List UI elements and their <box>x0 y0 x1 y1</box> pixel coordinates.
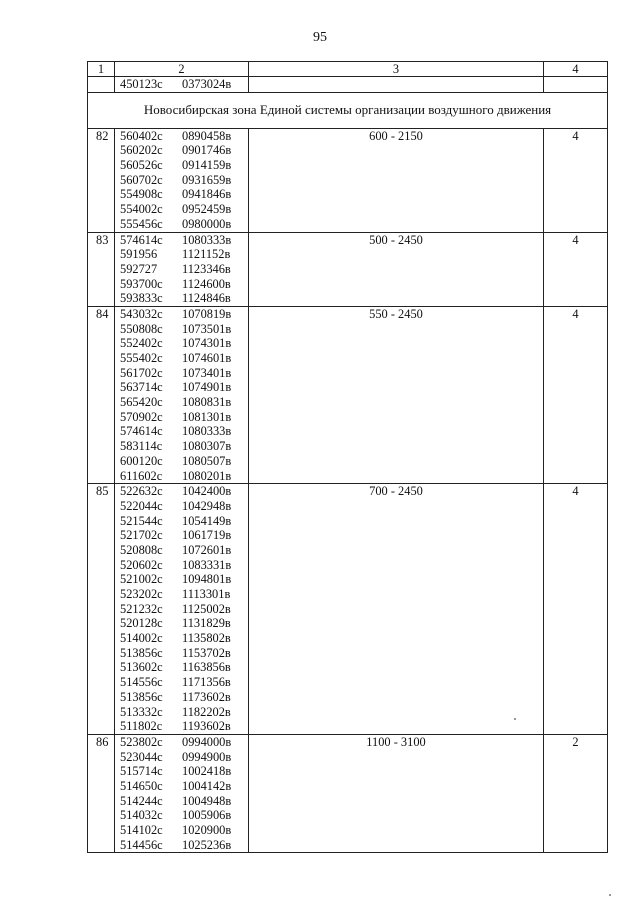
zone-coordinates <box>115 484 249 735</box>
longitude: 1080831в <box>182 395 232 410</box>
longitude: 1081301в <box>182 409 232 424</box>
coordinate-pair <box>115 675 248 690</box>
longitude: 1083331в <box>182 557 232 572</box>
latitude: 611602с <box>120 468 163 483</box>
longitude: 0914159в <box>182 158 232 173</box>
latitude: 560402с <box>120 128 163 143</box>
airspace-zone-table <box>87 61 608 853</box>
longitude: 0994900в <box>182 749 232 764</box>
scan-speck <box>514 718 516 720</box>
latitude: 550808с <box>120 321 163 336</box>
longitude: 1004142в <box>182 778 232 793</box>
longitude: 1171356в <box>182 675 231 690</box>
coordinate-pair <box>115 602 248 617</box>
longitude: 0373024в <box>182 77 232 91</box>
coordinate-pair <box>115 454 248 469</box>
coordinate-pair <box>115 277 248 292</box>
latitude: 591956 <box>120 247 158 262</box>
coordinate-pair <box>115 838 248 853</box>
longitude: 1131829в <box>182 616 231 631</box>
coordinate-pair <box>115 558 248 573</box>
coordinate-pair <box>115 291 248 306</box>
latitude: 522044с <box>120 498 163 513</box>
zone-class: 4 <box>544 306 608 483</box>
latitude: 593833с <box>120 291 163 306</box>
longitude: 1025236в <box>182 837 232 852</box>
continuation-class-cell <box>544 77 608 93</box>
coordinate-pair <box>115 158 248 173</box>
longitude: 1054149в <box>182 513 232 528</box>
latitude: 560202с <box>120 143 163 158</box>
zone-coordinates <box>115 306 249 483</box>
coordinate-pair <box>115 217 248 232</box>
coordinate-pair <box>115 380 248 395</box>
latitude: 515714с <box>120 764 163 779</box>
scan-speck <box>609 894 611 896</box>
longitude: 1073501в <box>182 321 232 336</box>
latitude: 593700с <box>120 276 163 291</box>
zone-coordinates <box>115 734 249 853</box>
coordinate-pair <box>115 439 248 454</box>
coordinate-pair <box>115 543 248 558</box>
longitude: 1074601в <box>182 351 232 365</box>
coordinate-pair <box>115 514 248 529</box>
latitude: 521002с <box>120 572 163 587</box>
latitude: 543032с <box>120 306 163 321</box>
latitude: 513602с <box>120 660 163 675</box>
latitude: 600120с <box>120 453 163 468</box>
zone-row <box>88 128 608 232</box>
coordinate-pair <box>115 77 248 92</box>
coordinate-pair <box>115 187 248 202</box>
coordinate-pair <box>115 750 248 765</box>
latitude: 574614с <box>120 424 163 439</box>
header-cell-3: 3 <box>249 62 544 77</box>
longitude: 0931659в <box>182 172 232 187</box>
latitude: 521544с <box>120 513 163 528</box>
zone-number: 83 <box>88 232 115 306</box>
latitude: 555456с <box>120 216 163 231</box>
coordinate-pair <box>115 808 248 823</box>
longitude: 0952459в <box>182 202 232 217</box>
longitude: 0941846в <box>182 187 232 202</box>
coordinate-pair <box>115 247 248 262</box>
longitude: 1124600в <box>182 276 231 291</box>
coordinate-pair <box>115 351 248 366</box>
longitude: 1002418в <box>182 764 232 779</box>
latitude: 514456с <box>120 837 163 852</box>
latitude: 513856с <box>120 689 163 704</box>
coordinate-pair <box>115 366 248 381</box>
latitude: 520602с <box>120 557 163 572</box>
longitude: 1073401в <box>182 365 232 380</box>
longitude: 1020900в <box>182 823 232 837</box>
zone-class: 4 <box>544 232 608 306</box>
coordinate-pair <box>115 587 248 602</box>
coordinate-pair <box>115 469 248 484</box>
latitude: 514556с <box>120 675 163 690</box>
latitude: 450123с <box>120 77 163 91</box>
zone-row <box>88 484 608 735</box>
longitude: 1080201в <box>182 468 232 483</box>
page-number: 95 <box>313 30 327 45</box>
latitude: 592727 <box>120 261 158 276</box>
latitude: 511802с <box>120 719 163 734</box>
longitude: 1182202в <box>182 704 231 719</box>
zone-altitude-range: 500 - 2450 <box>249 232 544 306</box>
zone-row <box>88 232 608 306</box>
latitude: 552402с <box>120 336 163 351</box>
longitude: 1004948в <box>182 793 232 808</box>
zone-coordinates <box>115 128 249 232</box>
zone-number: 85 <box>88 484 115 735</box>
latitude: 560526с <box>120 158 163 173</box>
coordinate-pair <box>115 528 248 543</box>
coordinate-pair <box>115 233 248 248</box>
header-cell-4: 4 <box>544 62 608 77</box>
coordinate-pair <box>115 202 248 217</box>
continuation-num-cell <box>88 77 115 93</box>
coordinate-pair <box>115 572 248 587</box>
coordinate-pair <box>115 779 248 794</box>
latitude: 561702с <box>120 365 163 380</box>
zone-altitude-range: 550 - 2450 <box>249 306 544 483</box>
coordinate-pair <box>115 764 248 779</box>
longitude: 1005906в <box>182 808 232 823</box>
coordinate-pair <box>115 719 248 734</box>
coordinate-pair <box>115 322 248 337</box>
latitude: 583114с <box>120 439 163 454</box>
section-title-row <box>88 92 608 128</box>
longitude: 1042948в <box>182 498 232 513</box>
longitude: 0890458в <box>182 128 232 143</box>
longitude: 1080507в <box>182 453 232 468</box>
zone-class: 2 <box>544 734 608 853</box>
continuation-coords-cell <box>115 77 249 93</box>
latitude: 523202с <box>120 587 163 601</box>
latitude: 521702с <box>120 528 163 543</box>
zone-row <box>88 734 608 853</box>
coordinate-pair <box>115 262 248 277</box>
coordinate-pair <box>115 631 248 646</box>
longitude: 1072601в <box>182 542 232 557</box>
latitude: 565420с <box>120 395 163 410</box>
zone-number: 82 <box>88 128 115 232</box>
coordinate-pair <box>115 660 248 675</box>
coordinate-pair <box>115 705 248 720</box>
coordinate-pair <box>115 616 248 631</box>
zone-altitude-range: 600 - 2150 <box>249 128 544 232</box>
longitude: 1124846в <box>182 291 231 306</box>
longitude: 1153702в <box>182 645 231 660</box>
coordinate-pair <box>115 336 248 351</box>
latitude: 560702с <box>120 172 163 187</box>
latitude: 563714с <box>120 380 163 395</box>
zone-class: 4 <box>544 484 608 735</box>
coordinate-pair <box>115 424 248 439</box>
coordinate-pair <box>115 173 248 188</box>
latitude: 514102с <box>120 823 163 837</box>
latitude: 574614с <box>120 232 163 247</box>
latitude: 514244с <box>120 793 163 808</box>
latitude: 521232с <box>120 601 163 616</box>
section-title: Новосибирская зона Единой системы организации воздушного движения <box>88 92 608 128</box>
longitude: 1125002в <box>182 601 231 616</box>
zone-number: 84 <box>88 306 115 483</box>
coordinate-pair <box>115 410 248 425</box>
latitude: 523802с <box>120 734 163 749</box>
longitude: 1080333в <box>182 424 232 439</box>
latitude: 554908с <box>120 187 163 202</box>
continuation-altitude-cell <box>249 77 544 93</box>
zone-altitude-range: 700 - 2450 <box>249 484 544 735</box>
latitude: 522632с <box>120 484 163 499</box>
longitude: 0980000в <box>182 216 232 231</box>
longitude: 0994000в <box>182 734 232 749</box>
coordinate-pair <box>115 794 248 809</box>
zone-altitude-range: 1100 - 3100 <box>249 734 544 853</box>
longitude: 1193602в <box>182 719 231 734</box>
coordinate-pair <box>115 823 248 838</box>
longitude: 1074301в <box>182 336 232 351</box>
coordinate-pair <box>115 307 248 322</box>
coordinate-pair <box>115 143 248 158</box>
latitude: 570902с <box>120 409 163 424</box>
longitude: 1135802в <box>182 631 231 646</box>
longitude: 1173602в <box>182 689 231 704</box>
longitude: 1121152в <box>182 247 231 262</box>
latitude: 513332с <box>120 704 163 719</box>
latitude: 520808с <box>120 542 163 557</box>
latitude: 514002с <box>120 631 163 646</box>
longitude: 1094801в <box>182 572 232 587</box>
coordinate-pair <box>115 646 248 661</box>
longitude: 1163856в <box>182 660 231 675</box>
coordinate-pair <box>115 735 248 750</box>
longitude: 1123346в <box>182 261 231 276</box>
zone-coordinates <box>115 232 249 306</box>
longitude: 1080333в <box>182 232 232 247</box>
latitude: 520128с <box>120 616 163 631</box>
header-cell-1: 1 <box>88 62 115 77</box>
coordinate-pair <box>115 395 248 410</box>
longitude: 1042400в <box>182 484 232 499</box>
latitude: 523044с <box>120 749 163 764</box>
coordinate-pair <box>115 499 248 514</box>
coordinate-pair <box>115 129 248 144</box>
longitude: 0901746в <box>182 143 232 158</box>
longitude: 1074901в <box>182 380 232 395</box>
latitude: 514032с <box>120 808 163 823</box>
latitude: 513856с <box>120 645 163 660</box>
longitude: 1113301в <box>182 587 231 601</box>
coordinate-pair <box>115 690 248 705</box>
longitude: 1061719в <box>182 528 232 543</box>
table-header-row <box>88 62 608 77</box>
continuation-row <box>88 77 608 93</box>
latitude: 514650с <box>120 778 163 793</box>
longitude: 1080307в <box>182 439 232 454</box>
zone-number: 86 <box>88 734 115 853</box>
longitude: 1070819в <box>182 306 232 321</box>
zone-row <box>88 306 608 483</box>
latitude: 555402с <box>120 351 163 365</box>
latitude: 554002с <box>120 202 163 217</box>
header-cell-2: 2 <box>115 62 249 77</box>
coordinate-pair <box>115 484 248 499</box>
zone-class: 4 <box>544 128 608 232</box>
